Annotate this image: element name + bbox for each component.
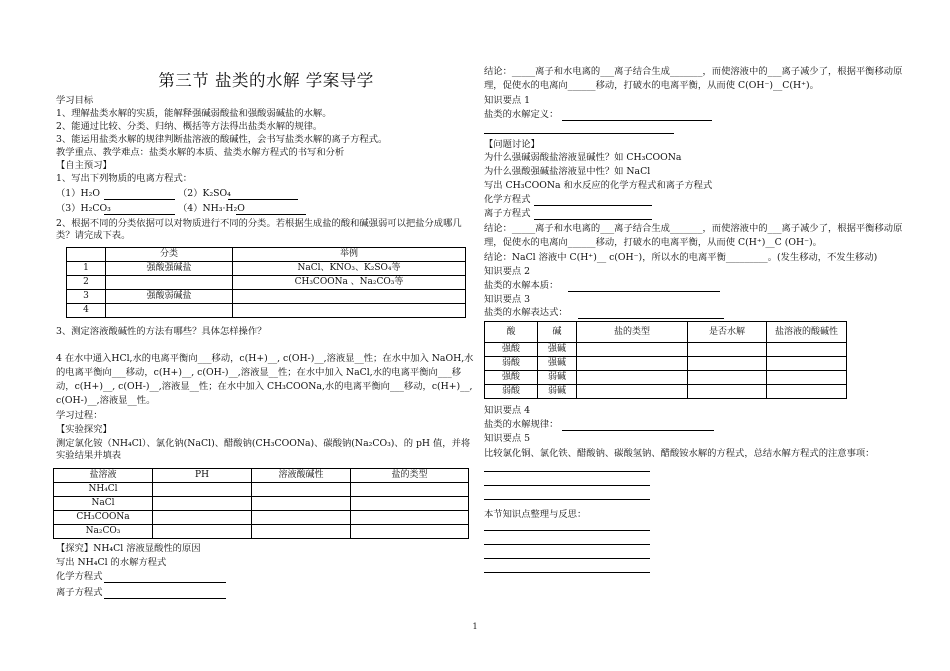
- answer-line: [104, 214, 175, 215]
- answer-line: [534, 205, 652, 206]
- page-number: 1: [472, 622, 478, 631]
- table-row: [54, 511, 469, 525]
- table-row: [54, 497, 469, 511]
- conclusion-1: 结论：_____离子和水电离的___离子结合生成_______，而使溶液中的___离子减少了，根据平衡移动原理，促使水的电离向______移动，打破水的电离平衡，从而使 C(OH⁻)__C(H⁺)。: [484, 66, 903, 91]
- salt-classification-table: [66, 247, 466, 318]
- table-cell: NaCl、KNO₃、K₂SO₄等: [233, 262, 466, 276]
- answer-line: [484, 471, 650, 472]
- table-cell: 强酸强碱盐: [106, 262, 233, 276]
- table-cell: 强碱: [538, 357, 577, 371]
- table-header: 溶液酸碱性: [252, 469, 351, 483]
- question-1: 1、写出下列物质的电离方程式：: [56, 173, 193, 184]
- question-4: 4 在水中通入HCl,水的电离平衡向___移动，c(H+)__, c(OH-)__,溶液显__性；在水中加入 NaOH,水的电离平衡向___移动，c(H+)__, c(OH-)__,溶液显__性；在水中加入 NaCl,水的电离平衡向___移动，c(H+)__, c(OH-)__,溶液显__性；在水中加入 CH₃COONa,水的电离平衡向___移动，c(H+)__, c(OH-)__,溶液显__性。: [56, 353, 474, 406]
- table-cell: 弱碱: [538, 385, 577, 399]
- hydrolysis-expression: 盐类的水解表达式：: [484, 307, 568, 318]
- table-cell: 3: [67, 290, 106, 304]
- knowledge-point-5: 知识要点 5: [484, 433, 531, 444]
- table-cell: [233, 304, 466, 318]
- table-header: 盐溶液: [54, 469, 153, 483]
- answer-line: [534, 219, 652, 220]
- answer-line: [104, 199, 175, 200]
- table-header: 碱: [538, 322, 577, 343]
- answer-line: [104, 582, 226, 583]
- ionic-equation-label: 离子方程式: [56, 587, 103, 598]
- question-2: 2、根据不同的分类依据可以对物质进行不同的分类。若根据生成盐的酸和碱强弱可以把盐分成哪几类？请完成下表。: [56, 218, 462, 241]
- table-cell: CH₃COONa 、Na₂CO₃等: [233, 276, 466, 290]
- chemical-equation-label: 化学方程式: [484, 194, 531, 205]
- table-cell: [106, 276, 233, 290]
- answer-line: [578, 318, 724, 319]
- answer-line: [484, 499, 650, 500]
- table-row: [67, 304, 466, 318]
- table-cell: [106, 304, 233, 318]
- objective-3: 3、能运用盐类水解的规律判断盐溶液的酸碱性，会书写盐类水解的离子方程式。: [56, 134, 388, 145]
- table-cell: 强碱: [538, 343, 577, 357]
- objective-1: 1、理解盐类水解的实质，能解释强碱弱酸盐和强酸弱碱盐的水解。: [56, 108, 332, 119]
- salt-hydrolysis-table: [484, 321, 847, 399]
- ph-table: [53, 468, 469, 539]
- answer-line: [484, 485, 650, 486]
- table-row: [485, 343, 847, 357]
- answer-line: [484, 572, 650, 573]
- q1-d: （4）NH₃·H₂O: [178, 203, 245, 214]
- table-row: [67, 276, 466, 290]
- answer-line: [236, 214, 306, 215]
- table-row: [54, 483, 469, 497]
- hydrolysis-essence: 盐类的水解本质：: [484, 280, 559, 291]
- table-row: [54, 525, 469, 539]
- explore-heading: 【探究】NH₄Cl 溶液显酸性的原因: [56, 543, 201, 554]
- table-row: [67, 290, 466, 304]
- knowledge-point-2: 知识要点 2: [484, 266, 531, 277]
- experiment-heading: 【实验探究】: [56, 424, 112, 435]
- q1-c: （3）H₂CO₃: [56, 203, 111, 214]
- key-points: 教学重点、教学难点：盐类水解的本质、盐类水解方程式的书写和分析: [56, 147, 345, 158]
- table-cell: NaCl: [54, 497, 153, 511]
- table-header: 是否水解: [688, 322, 767, 343]
- table-header: 盐的类型: [351, 469, 469, 483]
- table-cell: NH₄Cl: [54, 483, 153, 497]
- discussion-3: 写出 CH₃COONa 和水反应的化学方程式和离子方程式: [484, 180, 713, 191]
- knowledge-point-3: 知识要点 3: [484, 294, 531, 305]
- objectives-heading: 学习目标: [56, 95, 94, 106]
- table-cell: 强酸弱碱盐: [106, 290, 233, 304]
- answer-line: [562, 120, 712, 121]
- table-header: 盐溶液的酸碱性: [767, 322, 847, 343]
- table-header: PH: [153, 469, 252, 483]
- table-cell: [233, 290, 466, 304]
- knowledge-point-1: 知识要点 1: [484, 95, 531, 106]
- q1-b: （2）K₂SO₄: [178, 188, 231, 199]
- hydrolysis-rule: 盐类的水解规律：: [484, 419, 559, 430]
- table-cell: 2: [67, 276, 106, 290]
- table-cell: 弱酸: [485, 385, 538, 399]
- experiment-text: 测定氯化铵（NH₄Cl）、氯化钠(NaCl)、醋酸钠(CH₃COONa)、碳酸钠(Na₂CO₃)、的 pH 值，并将实验结果并填表: [56, 438, 471, 461]
- ionic-equation-label: 离子方程式: [484, 208, 531, 219]
- table-cell: 弱酸: [485, 357, 538, 371]
- preview-heading: 【自主预习】: [56, 160, 112, 171]
- discussion-heading: 【问题讨论】: [484, 139, 540, 150]
- table-header: 举例: [233, 248, 466, 262]
- table-cell: 1: [67, 262, 106, 276]
- page-title: 第三节 盐类的水解 学案导学: [158, 71, 374, 90]
- table-cell: Na₂CO₃: [54, 525, 153, 539]
- table-row: [485, 371, 847, 385]
- answer-line: [484, 544, 650, 545]
- discussion-1: 为什么强碱弱酸盐溶液显碱性？如 CH₃COONa: [484, 152, 682, 163]
- conclusion-3: 结论：NaCl 溶液中 C(H⁺)__ c(OH⁻)，所以水的电离平衡_________。(发生移动，不发生移动): [484, 252, 878, 263]
- answer-line: [562, 430, 714, 431]
- answer-line: [104, 598, 226, 599]
- objective-2: 2、能通过比较、分类、归纳、概括等方法得出盐类水解的规律。: [56, 121, 323, 132]
- write-equation: 写出 NH₄Cl 的水解方程式: [56, 557, 167, 568]
- table-header: 分类: [106, 248, 233, 262]
- table-cell: CH₃COONa: [54, 511, 153, 525]
- table-row: [485, 385, 847, 399]
- answer-line: [484, 558, 650, 559]
- table-cell: 强酸: [485, 371, 538, 385]
- table-header: 盐的类型: [577, 322, 688, 343]
- answer-line: [484, 530, 650, 531]
- answer-line: [568, 291, 720, 292]
- answer-line: [484, 133, 674, 134]
- knowledge-point-4: 知识要点 4: [484, 405, 531, 416]
- table-cell: 强酸: [485, 343, 538, 357]
- discussion-2: 为什么强酸强碱盐溶液显中性？如 NaCl: [484, 166, 651, 177]
- reflection-heading: 本节知识点整理与反思：: [484, 509, 587, 520]
- hydrolysis-definition: 盐类的水解定义：: [484, 109, 559, 120]
- answer-line: [228, 199, 298, 200]
- conclusion-2: 结论：_____离子和水电离的___离子结合生成_______，而使溶液中的___离子减少了，根据平衡移动原理，促使水的电离向______移动，打破水的电离平衡，从而使 C(H⁺)__C (OH⁻)。: [484, 223, 903, 248]
- table-row: [485, 357, 847, 371]
- table-cell: 4: [67, 304, 106, 318]
- q1-a: （1）H₂O: [56, 188, 100, 199]
- table-cell: 弱碱: [538, 371, 577, 385]
- question-3: 3、测定溶液酸碱性的方法有哪些？具体怎样操作？: [56, 326, 267, 337]
- process-heading: 学习过程：: [56, 410, 103, 421]
- chemical-equation-label: 化学方程式: [56, 571, 103, 582]
- table-row: [67, 262, 466, 276]
- hydrolysis-compare: 比较氯化铜、氯化铁、醋酸钠、碳酸氢钠、醋酸铵水解的方程式，总结水解方程式的注意事项：: [484, 448, 875, 459]
- table-header: [67, 248, 106, 262]
- table-header: 酸: [485, 322, 538, 343]
